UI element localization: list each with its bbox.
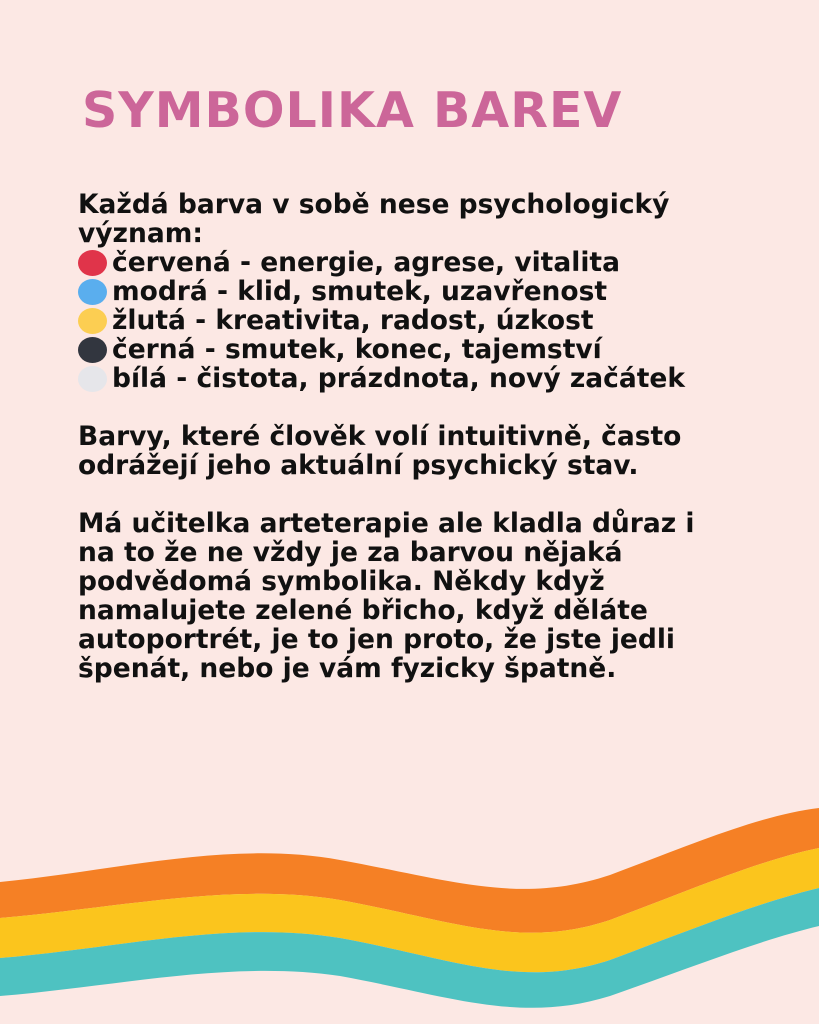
color-item-black [78, 335, 718, 364]
color-item-text: červená - energie, agrese, vitalita [112, 247, 620, 278]
color-item-yellow [78, 306, 718, 335]
page-title: SYMBOLIKA BAREV [82, 82, 623, 139]
color-list [78, 248, 718, 393]
color-item-text: černá - smutek, konec, tajemství [112, 334, 602, 365]
spacer [78, 393, 718, 422]
paragraph-teacher: Má učitelka arteterapie ale kladla důraz i na to že ne vždy je za barvou nějaká podvědomá symbolika. Někdy když namalujete zelené břicho, když děláte autoportrét, je to jen proto, že jste jedli špenát, nebo je vám fyzicky špatně. [78, 508, 695, 684]
color-item-blue [78, 277, 718, 306]
color-item-text: žlutá - kreativita, radost, úzkost [112, 305, 594, 336]
blue-dot-icon [78, 279, 107, 305]
paragraph-intuition: Barvy, které člověk volí intuitivně, často odrážejí jeho aktuální psychický stav. [78, 421, 682, 481]
content-body [78, 190, 718, 683]
color-item-text: bílá - čistota, prázdnota, nový začátek [112, 363, 685, 394]
rainbow-waves-decoration [0, 790, 819, 1024]
color-item-red [78, 248, 718, 277]
intro-text: Každá barva v sobě nese psychologický význam: [78, 189, 670, 249]
color-item-white [78, 364, 718, 393]
color-item-text: modrá - klid, smutek, uzavřenost [112, 276, 608, 307]
white-dot-icon [78, 366, 107, 392]
yellow-dot-icon [78, 308, 107, 334]
spacer [78, 480, 718, 509]
red-dot-icon [78, 250, 107, 276]
black-dot-icon [78, 337, 107, 363]
